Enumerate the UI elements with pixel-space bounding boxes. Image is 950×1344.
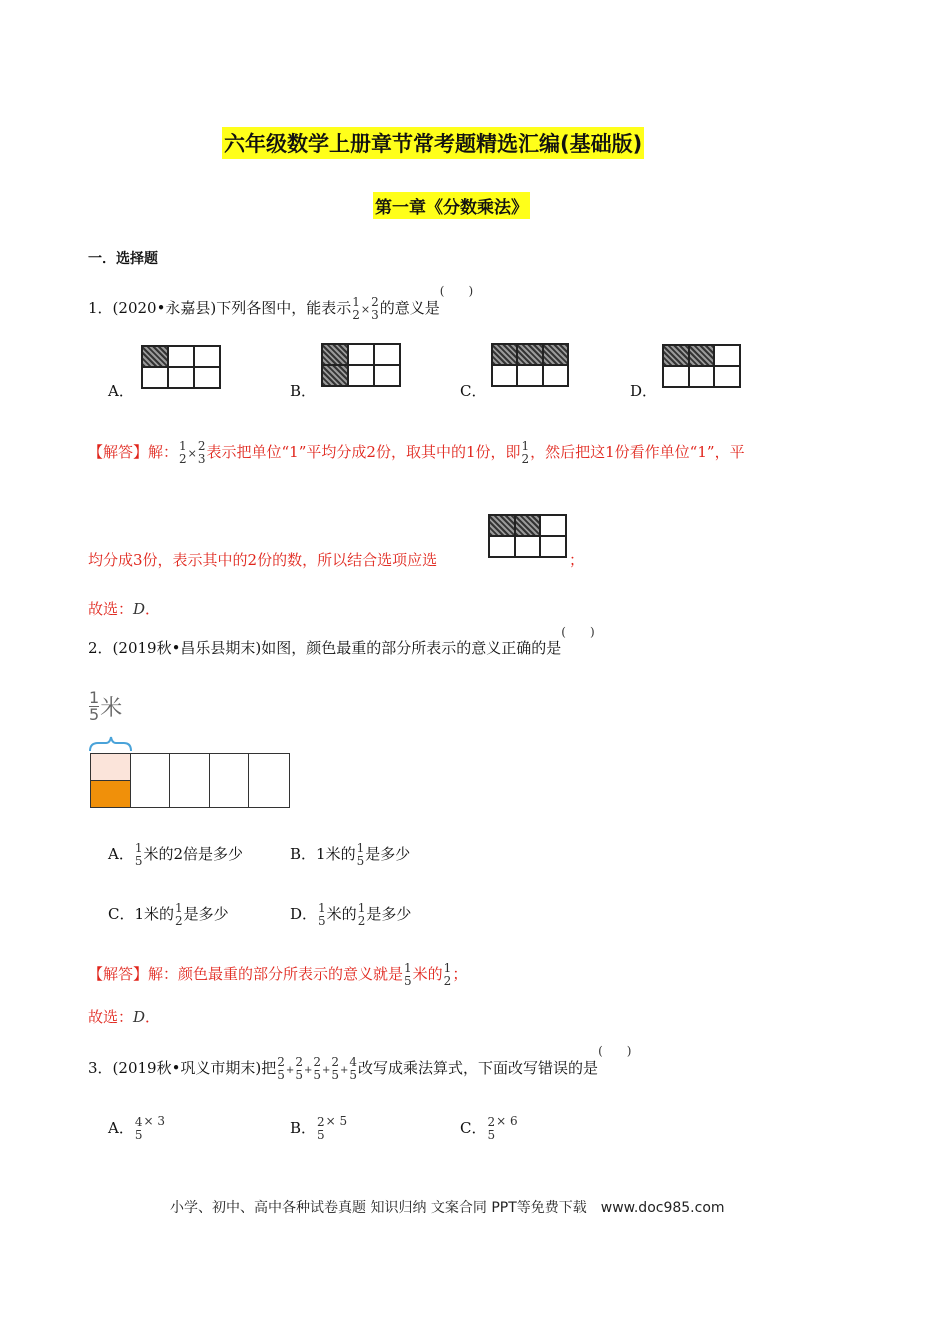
q2-answer: 【解答】解：颜色最重的部分所表示的意义就是 1 5 米的 1 2 ； [88, 961, 468, 988]
question-1-stem [88, 284, 474, 322]
q1-stem-suffix: 的意义是 [379, 299, 440, 317]
fraction: 1 2 [352, 295, 360, 322]
page-footer: 小学、初中、高中各种试卷真题 知识归纳 文案合同 PPT等免费下载 www.doc985.com [170, 1200, 725, 1216]
q3-option-b: B． 2 5 $^{\times 5}$ [290, 1114, 348, 1142]
q2-stem-text: 2．(2019秋•昌乐县期末)如图，颜色最重的部分所表示的意义正确的是 [88, 639, 562, 657]
q2-figure-bar [90, 753, 290, 808]
unit-label: 米 [100, 696, 123, 721]
times-sign: × [360, 303, 371, 316]
q1-answer-line2 [88, 549, 437, 570]
choose-label: 故选： [88, 600, 134, 618]
q1-option-c-figure [491, 343, 569, 387]
q3-option-c: C． 2 5 $^{\times 6}$ [460, 1114, 518, 1142]
q1-choose [88, 598, 160, 619]
q1-stem-prefix: 1．(2020•永嘉县)下列各图中，能表示 [88, 299, 352, 317]
brace-icon [88, 735, 134, 753]
fraction: 1 2 [521, 439, 530, 466]
question-2-stem [88, 625, 595, 658]
fraction: 2 3 [197, 439, 206, 466]
q2-option-b: B．1米的 1 5 是多少 [290, 841, 411, 868]
q1-answer-line1 [88, 440, 745, 466]
q1-option-a-figure [141, 345, 221, 389]
period: ． [145, 600, 161, 618]
question-3-stem: 3．(2019秋•巩义市期末)把 2 5 + 2 5 + 2 5 + 2 5 + 4 5 改写成乘法算式，下面改写错误的是( ) [88, 1044, 632, 1082]
chapter-title: 第一章《分数乘法》 [373, 192, 530, 219]
answer-blank: ( ) [439, 284, 474, 298]
q2-option-c: C．1米的 1 2 是多少 [108, 901, 229, 928]
q1-answer-figure [488, 514, 567, 558]
q1-option-a-label: A． [108, 382, 134, 400]
q1-option-d-label: D． [630, 382, 658, 400]
answer-text: ，然后把这1份看作单位“1”，平 [530, 443, 745, 461]
q2-choose: 故选：D． [88, 1008, 161, 1026]
choice-value: D [133, 600, 146, 618]
q1-option-b-figure [321, 343, 401, 387]
fraction: 2 3 [371, 295, 379, 322]
q1-option-d-figure [662, 344, 741, 388]
q1-option-c-label: C． [460, 382, 487, 400]
fraction: $\frac{1}{5}$ [89, 688, 100, 724]
section-heading: 一．选择题 [88, 251, 158, 267]
page-title: 六年级数学上册章节常考题精选汇编(基础版) [222, 127, 644, 159]
times-sign: × [187, 447, 197, 460]
answer-text: 均分成3份，表示其中的2份的数，所以结合选项应选 [88, 551, 438, 569]
q1-option-b-label: B． [290, 382, 317, 400]
q2-figure-label [88, 690, 122, 723]
answer-blank: ( ) [561, 625, 595, 639]
q2-option-d: D． 1 5 米的 1 2 是多少 [290, 901, 412, 928]
q3-option-a: A． 4 5 $^{\times 3}$ [108, 1114, 165, 1142]
q2-option-a: A． 1 5 米的2倍是多少 [108, 841, 244, 868]
answer-label: 【解答】解： [88, 443, 179, 461]
answer-text: 表示把单位“1”平均分成2份，取其中的1份，即 [206, 443, 521, 461]
fraction: 1 2 [179, 439, 187, 466]
q1-answer-end: ； [569, 551, 585, 569]
